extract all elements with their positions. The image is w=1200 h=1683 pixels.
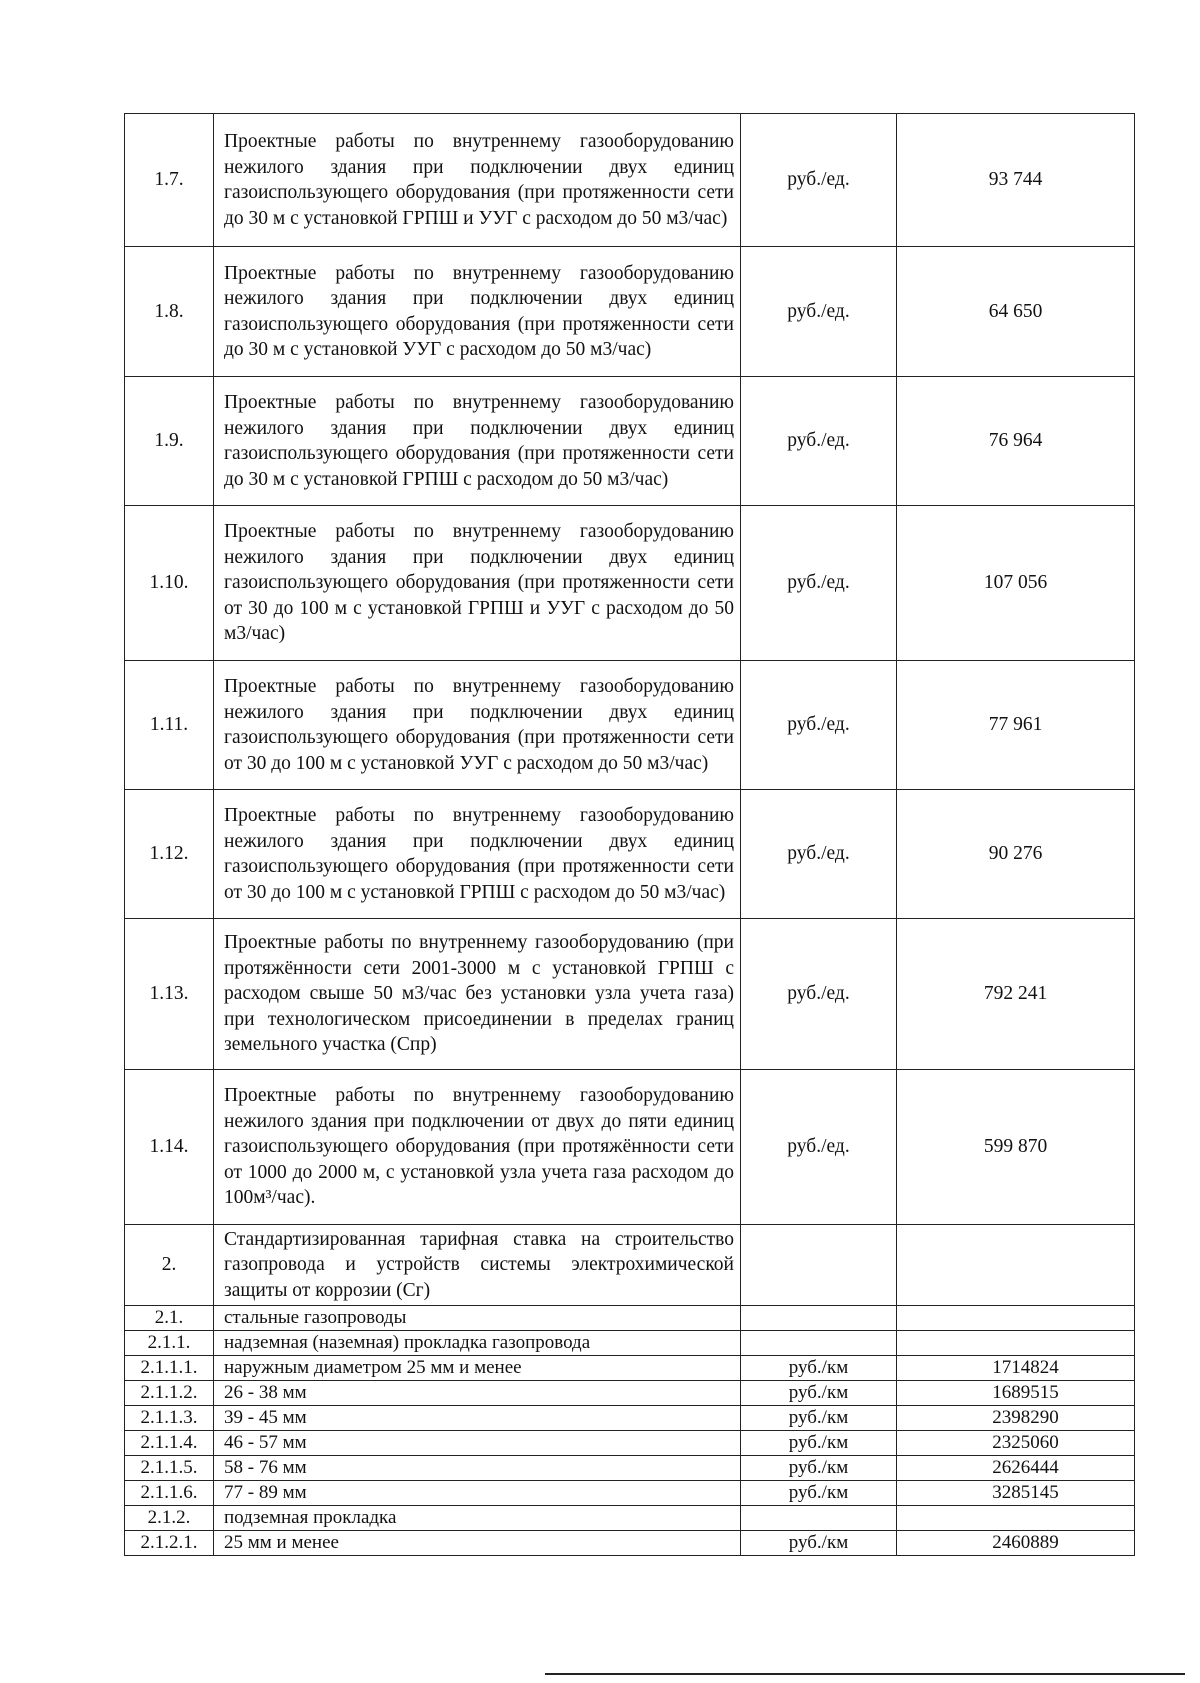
table-row: [125, 1506, 1135, 1531]
item-description: Проектные работы по внутреннему газооборудованию (при протяжённости сети 2001-3000 м с установкой ГРПШ с расходом свыше 50 м3/час без установки узла учета газа) при технологическом присоединении в пределах границ земельного участка (Спр): [214, 919, 741, 1070]
item-value: 1714824: [897, 1356, 1135, 1381]
item-number: 2.1.1.3.: [125, 1406, 214, 1431]
tariff-table: [124, 113, 1135, 1556]
table-row: [125, 1456, 1135, 1481]
item-value: 93 744: [897, 114, 1135, 247]
item-unit: руб./км: [741, 1381, 897, 1406]
item-description: Проектные работы по внутреннему газооборудованию нежилого здания при подключении двух единиц газоиспользующего оборудования (при протяженности сети от 30 до 100 м с установкой УУГ с расходом до 50 м3/час): [214, 661, 741, 790]
item-unit: руб./км: [741, 1456, 897, 1481]
item-value: 792 241: [897, 919, 1135, 1070]
item-number: 2.1.1.2.: [125, 1381, 214, 1406]
table-row: [125, 1331, 1135, 1356]
item-description: Проектные работы по внутреннему газооборудованию нежилого здания при подключении двух единиц газоиспользующего оборудования (при протяженности сети до 30 м с установкой ГРПШ с расходом до 50 м3/час): [214, 377, 741, 506]
item-description: 46 - 57 мм: [214, 1431, 741, 1456]
item-number: 2.1.1.4.: [125, 1431, 214, 1456]
item-value: 76 964: [897, 377, 1135, 506]
item-number: 2.1.1.5.: [125, 1456, 214, 1481]
table-row: [125, 1531, 1135, 1556]
item-description: подземная прокладка: [214, 1506, 741, 1531]
item-value: 2325060: [897, 1431, 1135, 1456]
table-row: [125, 1356, 1135, 1381]
item-value: 2460889: [897, 1531, 1135, 1556]
item-number: 1.10.: [125, 506, 214, 661]
item-value: 1689515: [897, 1381, 1135, 1406]
item-number: 1.14.: [125, 1070, 214, 1225]
item-number: 2.1.1.: [125, 1331, 214, 1356]
item-number: 1.12.: [125, 790, 214, 919]
item-unit: руб./ед.: [741, 377, 897, 506]
item-number: 1.9.: [125, 377, 214, 506]
item-value: 77 961: [897, 661, 1135, 790]
table-row: [125, 1406, 1135, 1431]
item-unit: руб./ед.: [741, 114, 897, 247]
item-description: 26 - 38 мм: [214, 1381, 741, 1406]
item-description: Проектные работы по внутреннему газооборудованию нежилого здания при подключении двух единиц газоиспользующего оборудования (при протяженности сети от 30 до 100 м с установкой ГРПШ и УУГ с расходом до 50 м3/час): [214, 506, 741, 661]
table-row: [125, 1306, 1135, 1331]
table-row: [125, 1431, 1135, 1456]
item-unit: руб./км: [741, 1406, 897, 1431]
item-unit: руб./км: [741, 1531, 897, 1556]
item-value: [897, 1331, 1135, 1356]
item-value: [897, 1306, 1135, 1331]
item-value: 2626444: [897, 1456, 1135, 1481]
item-unit: [741, 1306, 897, 1331]
item-unit: руб./км: [741, 1356, 897, 1381]
item-value: 90 276: [897, 790, 1135, 919]
item-unit: руб./ед.: [741, 1070, 897, 1225]
item-unit: руб./ед.: [741, 506, 897, 661]
item-number: 1.8.: [125, 247, 214, 377]
table-row: [125, 247, 1135, 377]
item-unit: руб./км: [741, 1431, 897, 1456]
table-row: [125, 1070, 1135, 1225]
item-value: [897, 1225, 1135, 1306]
item-description: Проектные работы по внутреннему газооборудованию нежилого здания при подключении двух единиц газоиспользующего оборудования (при протяженности сети от 30 до 100 м с установкой ГРПШ с расходом до 50 м3/час): [214, 790, 741, 919]
footer-divider: [545, 1673, 1185, 1675]
item-value: 599 870: [897, 1070, 1135, 1225]
item-unit: [741, 1331, 897, 1356]
table-row: [125, 1481, 1135, 1506]
item-value: 107 056: [897, 506, 1135, 661]
item-description: наружным диаметром 25 мм и менее: [214, 1356, 741, 1381]
item-description: 39 - 45 мм: [214, 1406, 741, 1431]
item-number: 1.11.: [125, 661, 214, 790]
item-description: Проектные работы по внутреннему газооборудованию нежилого здания при подключении двух единиц газоиспользующего оборудования (при протяженности сети до 30 м с установкой ГРПШ и УУГ с расходом до 50 м3/час): [214, 114, 741, 247]
item-unit: [741, 1225, 897, 1306]
item-number: 2.1.2.: [125, 1506, 214, 1531]
table-row: [125, 506, 1135, 661]
table-row: [125, 1225, 1135, 1306]
item-unit: [741, 1506, 897, 1531]
item-number: 1.7.: [125, 114, 214, 247]
item-description: Проектные работы по внутреннему газооборудованию нежилого здания при подключении двух единиц газоиспользующего оборудования (при протяженности сети до 30 м с установкой УУГ с расходом до 50 м3/час): [214, 247, 741, 377]
item-number: 2.1.1.1.: [125, 1356, 214, 1381]
table-row: [125, 790, 1135, 919]
item-unit: руб./ед.: [741, 790, 897, 919]
item-value: 64 650: [897, 247, 1135, 377]
table-row: [125, 1381, 1135, 1406]
item-value: 2398290: [897, 1406, 1135, 1431]
item-number: 2.1.: [125, 1306, 214, 1331]
item-number: 2.: [125, 1225, 214, 1306]
item-number: 1.13.: [125, 919, 214, 1070]
item-value: [897, 1506, 1135, 1531]
item-description: стальные газопроводы: [214, 1306, 741, 1331]
item-description: 58 - 76 мм: [214, 1456, 741, 1481]
item-unit: руб./ед.: [741, 661, 897, 790]
item-description: надземная (наземная) прокладка газопровода: [214, 1331, 741, 1356]
item-unit: руб./ед.: [741, 919, 897, 1070]
item-description: Проектные работы по внутреннему газооборудованию нежилого здания при подключении от двух до пяти единиц газоиспользующего оборудования (при протяжённости сети от 1000 до 2000 м, с установкой узла учета газа расходом до 100м³/час).: [214, 1070, 741, 1225]
item-number: 2.1.2.1.: [125, 1531, 214, 1556]
table-row: [125, 114, 1135, 247]
item-unit: руб./км: [741, 1481, 897, 1506]
item-unit: руб./ед.: [741, 247, 897, 377]
table-row: [125, 919, 1135, 1070]
item-description: Стандартизированная тарифная ставка на строительство газопровода и устройств системы электрохимической защиты от коррозии (Сг): [214, 1225, 741, 1306]
item-value: 3285145: [897, 1481, 1135, 1506]
item-description: 77 - 89 мм: [214, 1481, 741, 1506]
table-row: [125, 377, 1135, 506]
table-row: [125, 661, 1135, 790]
item-number: 2.1.1.6.: [125, 1481, 214, 1506]
item-description: 25 мм и менее: [214, 1531, 741, 1556]
